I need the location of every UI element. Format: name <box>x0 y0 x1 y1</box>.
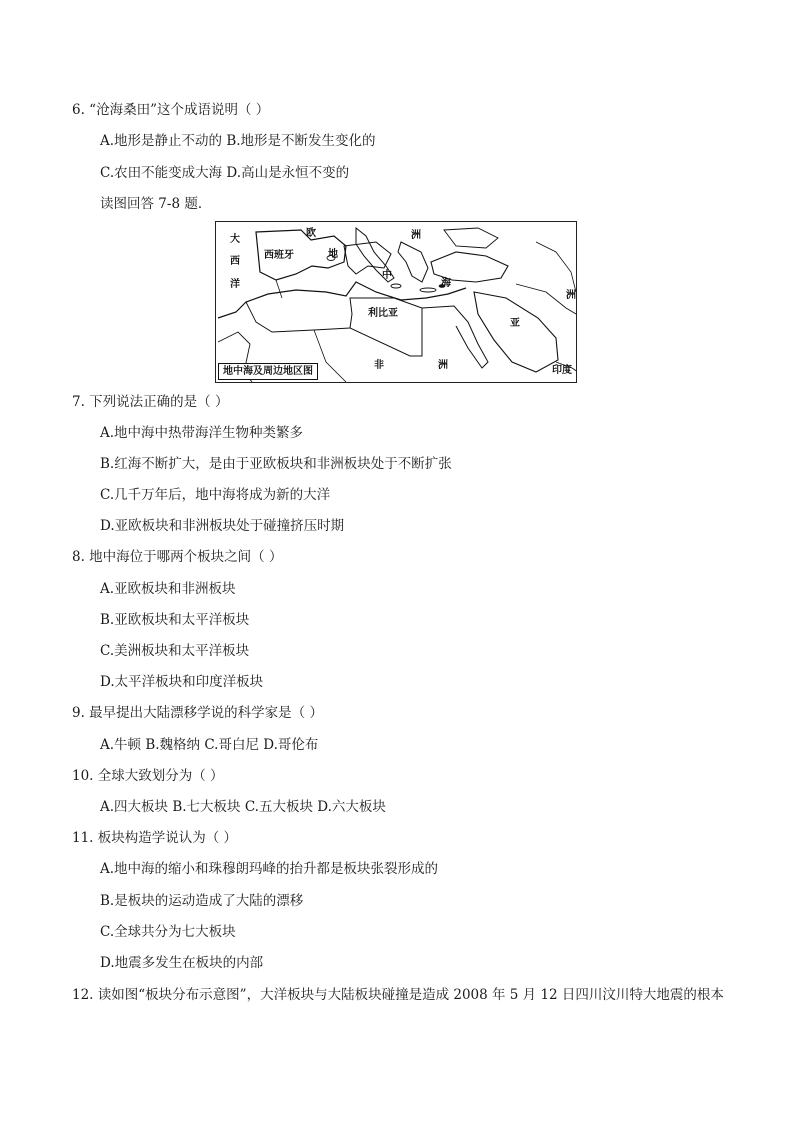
q6-options-ab: A.地形是静止不动的 B.地形是不断发生变化的 <box>100 133 376 149</box>
q7-option-c: C.几千万年后，地中海将成为新的大洋 <box>100 487 331 503</box>
q10-options: A.四大板块 B.七大板块 C.五大板块 D.六大板块 <box>100 799 386 815</box>
q10-stem: 10. 全球大致划分为（ ） <box>72 768 224 784</box>
q7-option-a: A.地中海中热带海洋生物种类繁多 <box>100 425 304 441</box>
map-label-xi: 西 <box>230 256 240 267</box>
q8-option-b: B.亚欧板块和太平洋板块 <box>100 612 250 628</box>
q8-option-a: A.亚欧板块和非洲板块 <box>100 581 236 597</box>
map-label-di: 地 <box>328 249 338 260</box>
map-label-da: 大 <box>230 234 240 245</box>
q8-option-d: D.太平洋板块和印度洋板块 <box>100 674 264 690</box>
map-label-ou: 欧 <box>306 228 316 239</box>
q8-option-c: C.美洲板块和太平洋板块 <box>100 643 250 659</box>
map-caption: 地中海及周边地区图 <box>218 363 318 380</box>
q7-option-d: D.亚欧板块和非洲板块处于碰撞挤压时期 <box>100 518 345 534</box>
map-label-zhou-top: 洲 <box>411 230 421 241</box>
map-label-yang: 洋 <box>230 279 240 290</box>
q11-option-d: D.地震多发生在板块的内部 <box>100 955 264 971</box>
read-map-instruction: 读图回答 7-8 题． <box>100 196 212 212</box>
q9-options: A.牛顿 B.魏格纳 C.哥白尼 D.哥伦布 <box>100 737 319 753</box>
q11-stem: 11. 板块构造学说认为（ ） <box>72 830 238 846</box>
map-label-zhou-right: 洲 <box>566 290 576 301</box>
q9-stem: 9. 最早提出大陆漂移学说的科学家是（ ） <box>72 705 323 721</box>
q11-option-c: C.全球共分为七大板块 <box>100 924 236 940</box>
map-label-libiya: 利比亚 <box>368 308 398 319</box>
q6-options-cd: C.农田不能变成大海 D.高山是永恒不变的 <box>100 165 350 181</box>
q6-stem: 6. “沧海桑田”这个成语说明（ ） <box>72 102 270 118</box>
map-label-zhong: 中 <box>382 270 392 281</box>
q7-stem: 7. 下列说法正确的是（ ） <box>72 394 229 410</box>
q7-option-b: B.红海不断扩大，是由于亚欧板块和非洲板块处于不断扩张 <box>100 456 452 472</box>
map-label-yindu: 印度 <box>552 365 572 376</box>
q11-option-a: A.地中海的缩小和珠穆朗玛峰的抬升都是板块张裂形成的 <box>100 861 439 877</box>
mediterranean-map <box>215 221 577 383</box>
map-drawing <box>216 222 577 383</box>
map-label-ya: 亚 <box>510 318 520 329</box>
map-label-hai: 海 <box>441 278 451 289</box>
q12-stem: 12. 读如图“板块分布示意图”，大洋板块与大陆板块碰撞是造成 2008 年 5 月 12 日四川汶川特大地震的根本 <box>72 987 724 1003</box>
q8-stem: 8. 地中海位于哪两个板块之间（ ） <box>72 549 283 565</box>
q11-option-b: B.是板块的运动造成了大陆的漂移 <box>100 893 304 909</box>
map-label-fei: 非 <box>374 360 384 371</box>
map-label-zhou-bottom: 洲 <box>438 360 448 371</box>
map-label-xibanya: 西班牙 <box>264 250 294 261</box>
